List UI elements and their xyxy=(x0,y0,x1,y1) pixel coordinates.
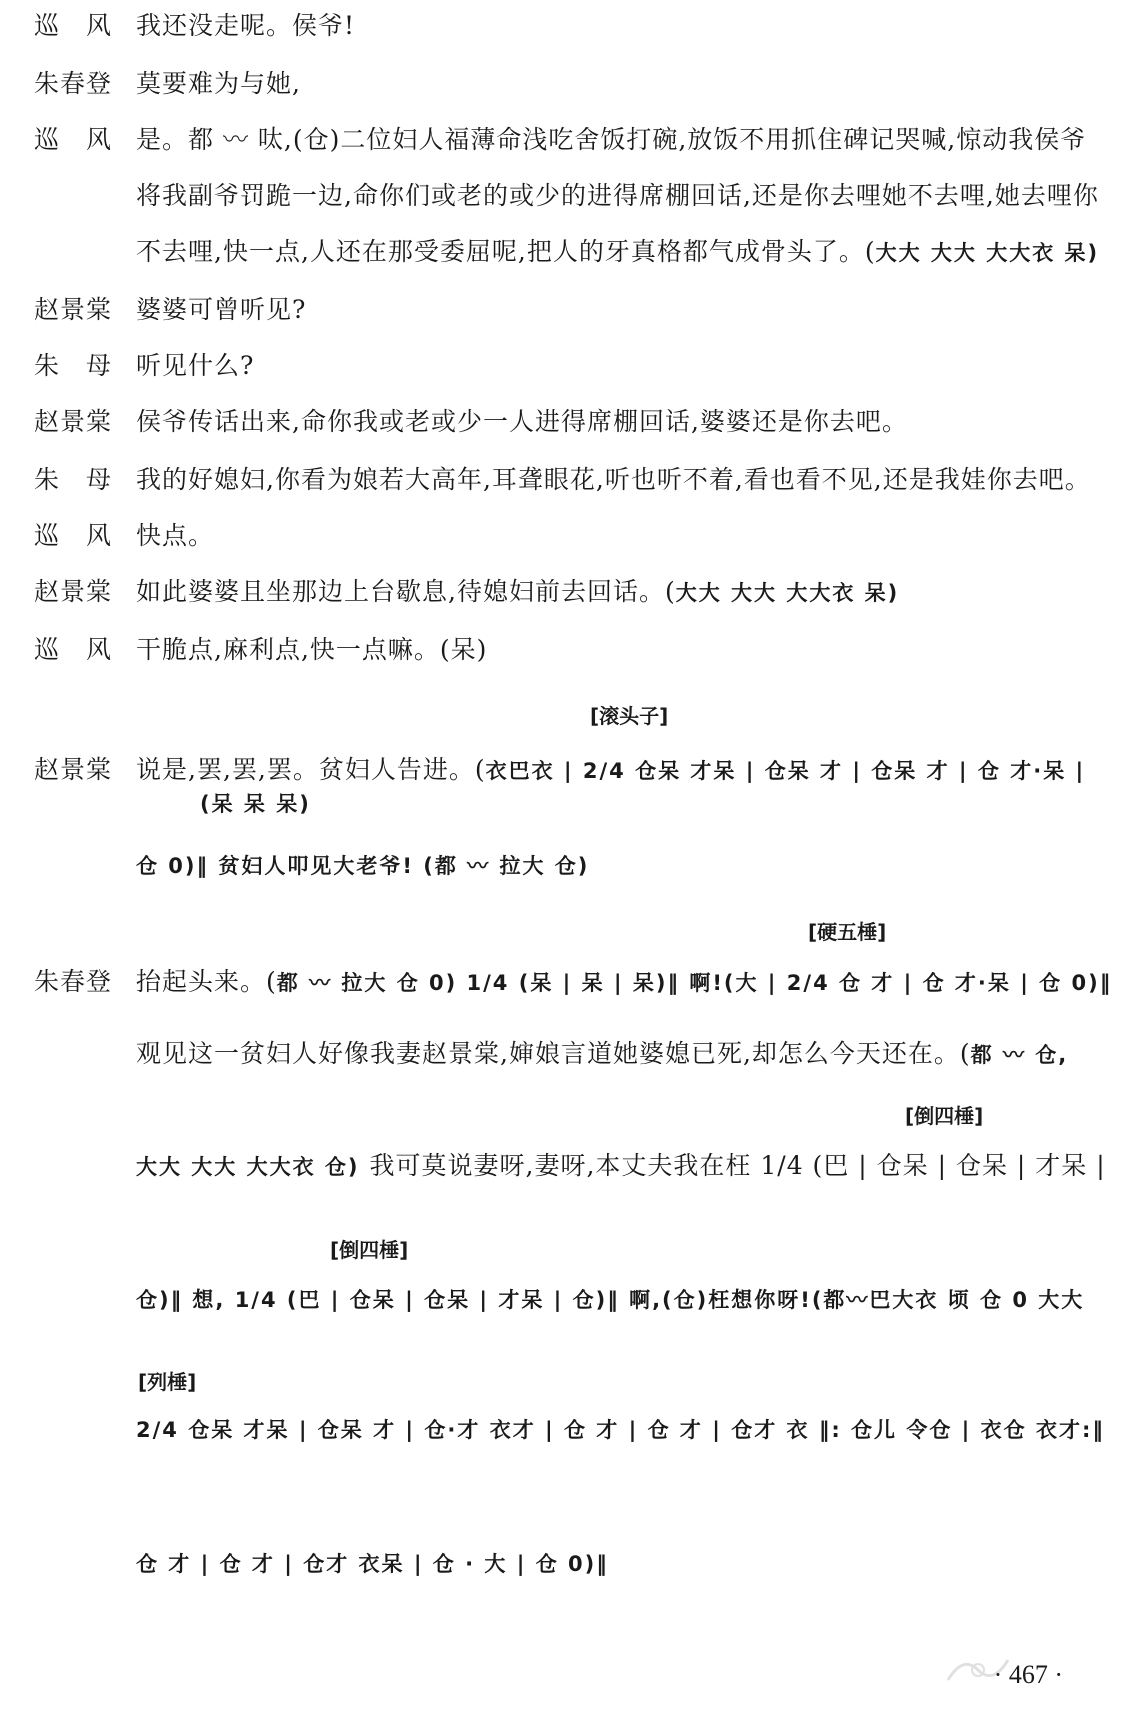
line-content xyxy=(136,120,1086,163)
dialogue-text: 如此婆婆且坐那边上台歇息,待媳妇前去回话。( xyxy=(136,577,676,606)
speaker-name: 赵景棠 xyxy=(34,407,113,436)
speaker-name: 朱春登 xyxy=(34,69,113,98)
line-content xyxy=(136,1280,1084,1322)
speaker-name: 赵景棠 xyxy=(34,755,113,784)
dialogue-text: 是。都 〰 呔,(仓)二位妇人福薄命浅吃舍饭打碗,放饭不用抓住碑记哭喊,惊动我侯爷 xyxy=(136,125,1087,154)
dialogue-text: 我可莫说妻呀,妻呀,本丈夫我在枉 1/4 (巴 | 仓呆 | 仓呆 | 才呆 | xyxy=(369,1151,1106,1180)
speaker-name: 朱 母 xyxy=(34,351,113,380)
speaker-name: 巡 风 xyxy=(34,11,113,40)
speaker-name: 朱春登 xyxy=(34,967,113,996)
percussion-notation: 仓)‖ 想, 1/4 (巴 | 仓呆 | 仓呆 | 才呆 | 仓)‖ 啊,(仓)枉想你呀!(都〰巴大衣 顷 仓 0 大大 xyxy=(136,1288,1085,1312)
speaker-name: 赵景棠 xyxy=(34,577,113,606)
line-content xyxy=(136,176,1099,219)
percussion-notation: 大大 大大 大大衣 仓) xyxy=(136,1155,360,1179)
percussion-notation: 衣巴衣 | 2/4 仓呆 才呆 | 仓呆 才 | 仓呆 才 | 仓 才·呆 | xyxy=(485,759,1086,783)
tune-label: [硬五棰] xyxy=(808,920,887,944)
dialogue-text: 说是,罢,罢,罢。贫妇人告进。( xyxy=(136,755,486,784)
speaker-name: 朱 母 xyxy=(34,465,113,494)
percussion-notation: 都 〰 拉大 仓 0) 1/4 (呆 | 呆 | 呆)‖ 啊!(大 | 2/4 仓 才 | 仓 才·呆 | 仓 0)‖ xyxy=(276,971,1113,995)
dialogue-text: 快点。 xyxy=(136,521,215,550)
line-content xyxy=(136,962,1112,1005)
line-content xyxy=(136,1410,1105,1452)
dialogue-text: 干脆点,麻利点,快一点嘛。(呆) xyxy=(136,635,488,664)
line-content xyxy=(136,1544,609,1586)
line-content xyxy=(136,232,1099,275)
watermark-logo-icon xyxy=(943,1650,1013,1690)
line-content xyxy=(136,64,301,107)
percussion-notation: 2/4 仓呆 才呆 | 仓呆 才 | 仓·才 衣才 | 仓 才 | 仓 才 | 仓才 衣 ‖: 仓儿 令仓 | 衣仓 衣才:‖ xyxy=(136,1418,1105,1442)
speaker-name: 巡 风 xyxy=(34,521,113,550)
dialogue-text: 莫要难为与她, xyxy=(136,69,301,98)
percussion-notation: 仓 0)‖ 贫妇人叩见大老爷! (都 〰 拉大 仓) xyxy=(136,854,590,878)
line-content xyxy=(136,290,306,333)
percussion-notation: 仓 才 | 仓 才 | 仓才 衣呆 | 仓 · 大 | 仓 0)‖ xyxy=(136,1552,609,1576)
line-content xyxy=(136,1034,1068,1077)
speaker-name: 巡 风 xyxy=(34,635,113,664)
dialogue-text: 抬起头来。( xyxy=(136,967,277,996)
percussion-notation: 都 〰 仓, xyxy=(970,1043,1069,1067)
line-content xyxy=(136,460,1091,503)
percussion-notation: 大大 大大 大大衣 呆) xyxy=(675,581,900,605)
percussion-notation: 大大 大大 大大衣 呆) xyxy=(875,241,1100,265)
page-number: · 467 · xyxy=(993,1660,1063,1689)
line-content xyxy=(136,402,908,445)
line-content xyxy=(136,346,254,389)
dialogue-text: 我的好媳妇,你看为娘若大高年,耳聋眼花,听也听不着,看也看不见,还是我娃你去吧。 xyxy=(136,465,1091,494)
line-content xyxy=(200,784,311,826)
dialogue-text: 将我副爷罚跪一边,命你们或老的或少的进得席棚回话,还是你去哩她不去哩,她去哩你 xyxy=(136,181,1099,210)
dialogue-text: 侯爷传话出来,命你我或老或少一人进得席棚回话,婆婆还是你去吧。 xyxy=(136,407,908,436)
tune-label: [列棰] xyxy=(138,1370,197,1394)
line-content xyxy=(136,1146,1106,1189)
line-content xyxy=(136,572,899,615)
dialogue-text: 我还没走呢。侯爷! xyxy=(136,11,356,40)
tune-label: [滚头子] xyxy=(590,704,669,728)
dialogue-text: 听见什么? xyxy=(136,351,255,380)
percussion-notation: (呆 呆 呆) xyxy=(200,792,311,816)
dialogue-text: 观见这一贫妇人好像我妻赵景棠,婶娘言道她婆媳已死,却怎么今天还在。( xyxy=(136,1039,971,1068)
dialogue-text: 不去哩,快一点,人还在那受委屈呢,把人的牙真格都气成骨头了。( xyxy=(136,237,876,266)
tune-label: [倒四棰] xyxy=(905,1104,984,1128)
speaker-name: 巡 风 xyxy=(34,125,113,154)
line-content xyxy=(136,6,355,49)
tune-label: [倒四棰] xyxy=(330,1238,409,1262)
line-content xyxy=(136,516,214,559)
speaker-name: 赵景棠 xyxy=(34,295,113,324)
dialogue-text: 婆婆可曾听见? xyxy=(136,295,307,324)
line-content xyxy=(136,630,487,673)
line-content xyxy=(136,846,589,888)
